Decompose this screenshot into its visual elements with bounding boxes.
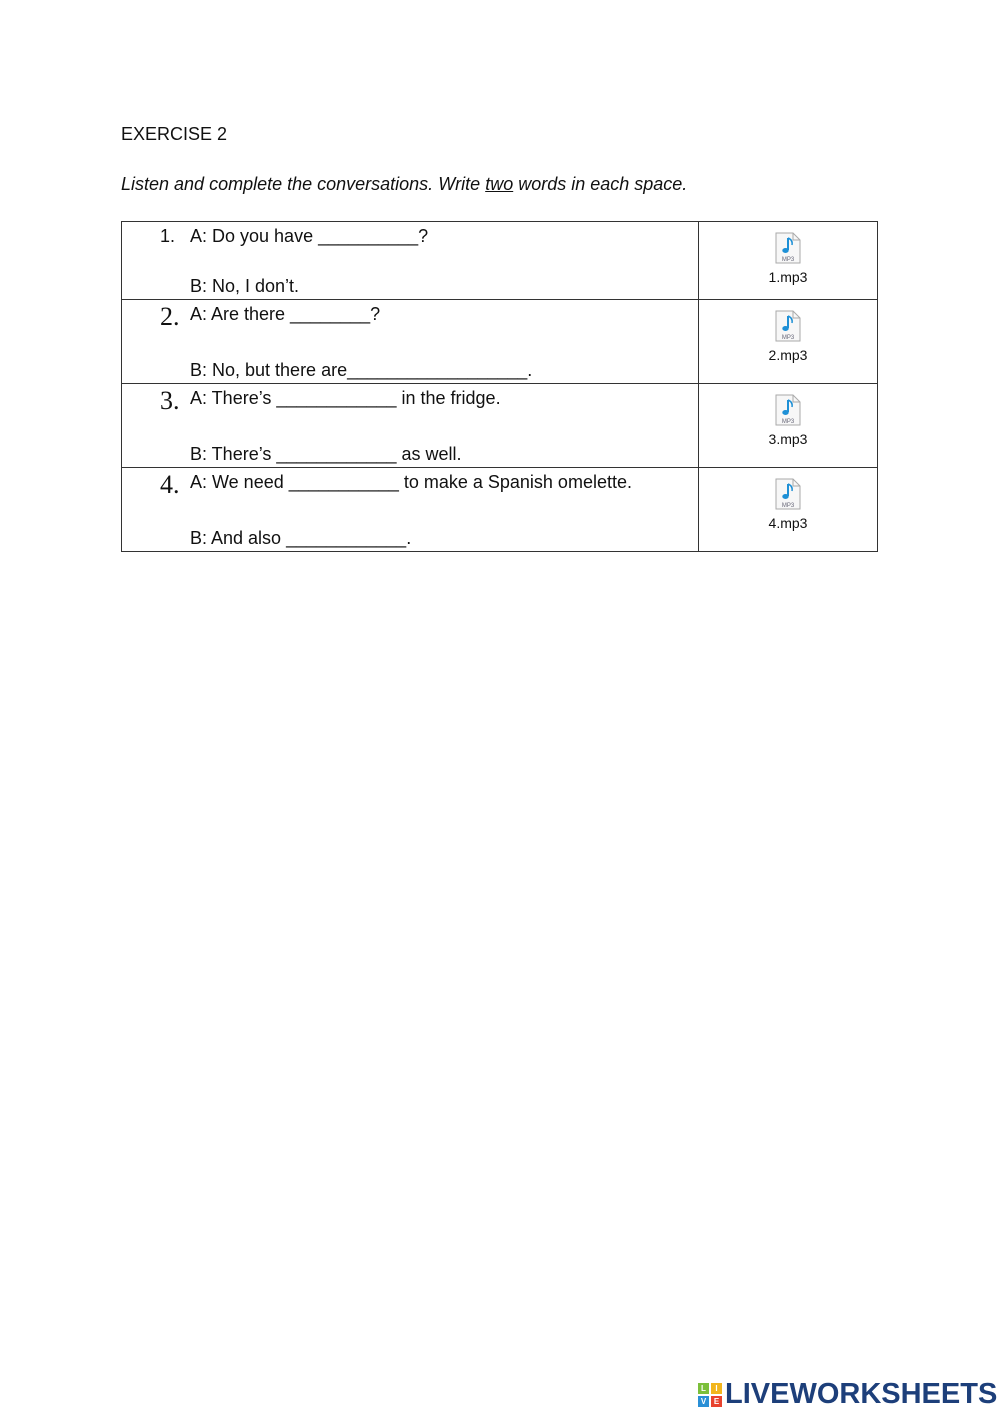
question-number: 4. [160, 470, 180, 499]
line-a: A: There’s ____________ in the fridge. [190, 388, 501, 408]
logo-blocks-icon [698, 1383, 722, 1407]
mp3-file-icon[interactable] [775, 478, 801, 510]
audio-cell[interactable] [699, 300, 878, 384]
audio-cell[interactable] [699, 384, 878, 468]
line-b: B: And also ____________. [190, 528, 412, 548]
liveworksheets-logo [698, 1378, 997, 1411]
audio-file-name[interactable]: 3.mp3 [768, 431, 808, 447]
svg-text:MP3: MP3 [781, 419, 795, 425]
question-cell [122, 222, 699, 300]
exercise-table [121, 221, 878, 552]
line-a: A: Do you have __________? [190, 226, 429, 246]
question-number: 3. [160, 386, 180, 415]
question-cell [122, 468, 699, 552]
question-number: 1. [160, 226, 176, 246]
logo-letter: L [698, 1383, 709, 1394]
instructions [121, 174, 687, 195]
question-number: 2. [160, 302, 180, 331]
audio-file-name[interactable]: 1.mp3 [768, 269, 808, 285]
audio-cell[interactable] [699, 222, 878, 300]
table-row [122, 384, 878, 468]
instructions-text-end: words in each space. [513, 174, 688, 194]
logo-letter: V [698, 1396, 709, 1407]
question-cell [122, 300, 699, 384]
line-b: B: No, I don’t. [190, 276, 300, 296]
mp3-file-icon[interactable] [775, 232, 801, 264]
instructions-text: Listen and complete the conversations. Write [121, 174, 486, 194]
line-b: B: There’s ____________ as well. [190, 444, 462, 464]
exercise-title: EXERCISE 2 [121, 124, 228, 144]
table-row [122, 468, 878, 552]
mp3-file-icon[interactable] [775, 394, 801, 426]
audio-cell[interactable] [699, 468, 878, 552]
question-cell [122, 384, 699, 468]
svg-text:MP3: MP3 [781, 335, 795, 341]
table-row [122, 300, 878, 384]
table-row [122, 222, 878, 300]
svg-text:MP3: MP3 [781, 257, 795, 263]
line-a: A: We need ___________ to make a Spanish omelette. [190, 472, 632, 492]
line-a: A: Are there ________? [190, 304, 381, 324]
line-b: B: No, but there are__________________. [190, 360, 533, 380]
svg-text:MP3: MP3 [781, 503, 795, 509]
instructions-underlined: two [485, 174, 514, 194]
logo-text: LIVEWORKSHEETS [725, 1378, 998, 1410]
audio-file-name[interactable]: 2.mp3 [768, 347, 808, 363]
logo-letter: I [711, 1383, 722, 1394]
mp3-file-icon[interactable] [775, 310, 801, 342]
logo-letter: E [711, 1396, 722, 1407]
audio-file-name[interactable]: 4.mp3 [768, 515, 808, 531]
